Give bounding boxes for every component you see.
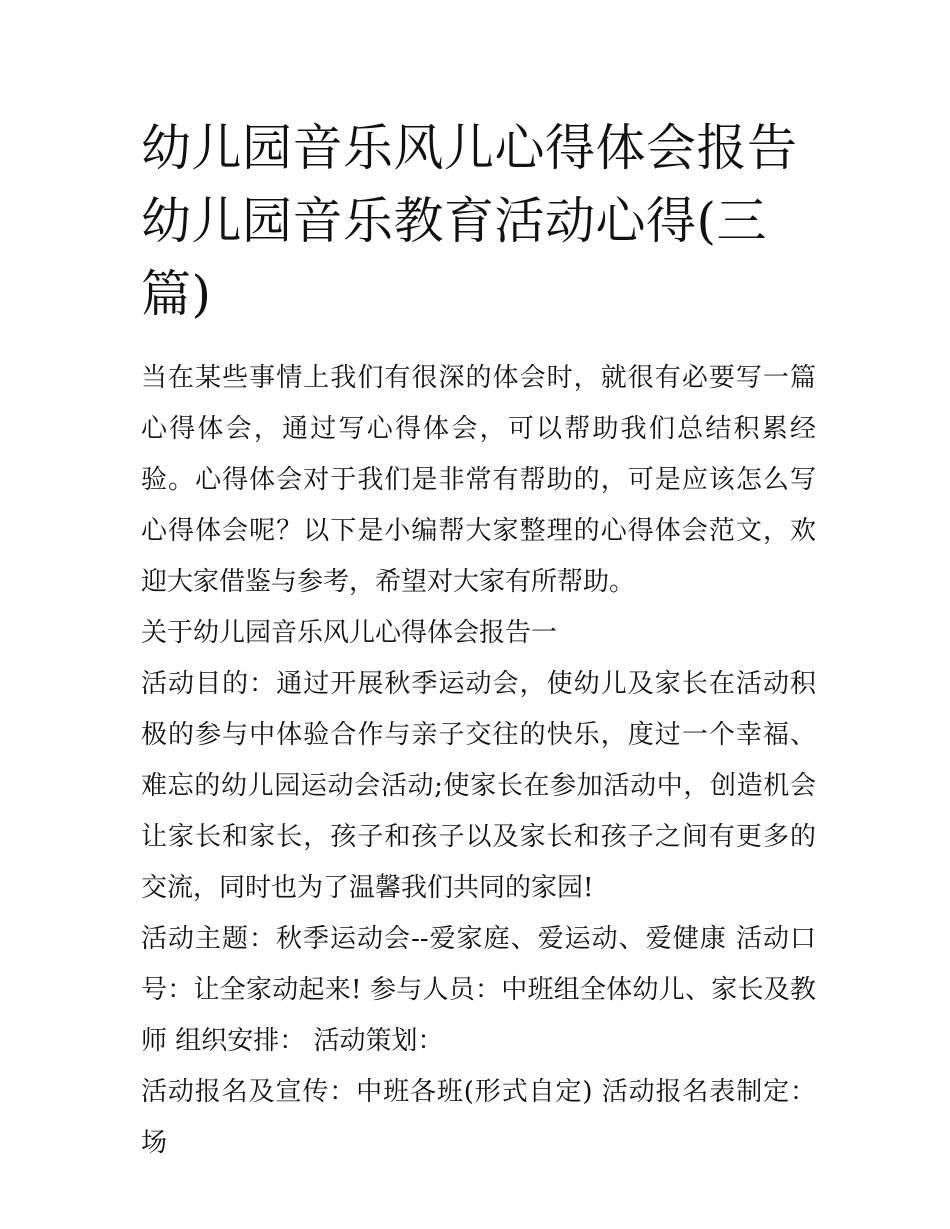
section-heading: 关于幼儿园音乐风儿心得体会报告一 <box>141 618 558 648</box>
document-body <box>141 353 816 1169</box>
body-paragraph: 活动主题：秋季运动会--爱家庭、爱运动、爱健康 活动口号：让全家动起来! 参与人员：中班组全体幼儿、家长及教师 组织安排： 活动策划： <box>141 924 816 1056</box>
intro-paragraph: 当在某些事情上我们有很深的体会时，就很有必要写一篇心得体会，通过写心得体会，可以帮助我们总结积累经验。心得体会对于我们是非常有帮助的，可是应该怎么写心得体会呢？以下是小编帮大家整理的心得体会范文，欢迎大家借鉴与参考，希望对大家有所帮助。 <box>141 363 816 597</box>
body-paragraph: 活动报名及宣传：中班各班(形式自定) 活动报名表制定： 场 <box>141 1077 816 1158</box>
document-title: 幼儿园音乐风儿心得体会报告幼儿园音乐教育活动心得(三篇) <box>141 119 798 323</box>
body-paragraph: 活动目的：通过开展秋季运动会，使幼儿及家长在活动积极的参与中体验合作与亲子交往的快乐，度过一个幸福、难忘的幼儿园运动会活动;使家长在参加活动中，创造机会让家长和家长，孩子和孩子以及家长和孩子之间有更多的交流，同时也为了温馨我们共同的家园! <box>141 669 816 903</box>
